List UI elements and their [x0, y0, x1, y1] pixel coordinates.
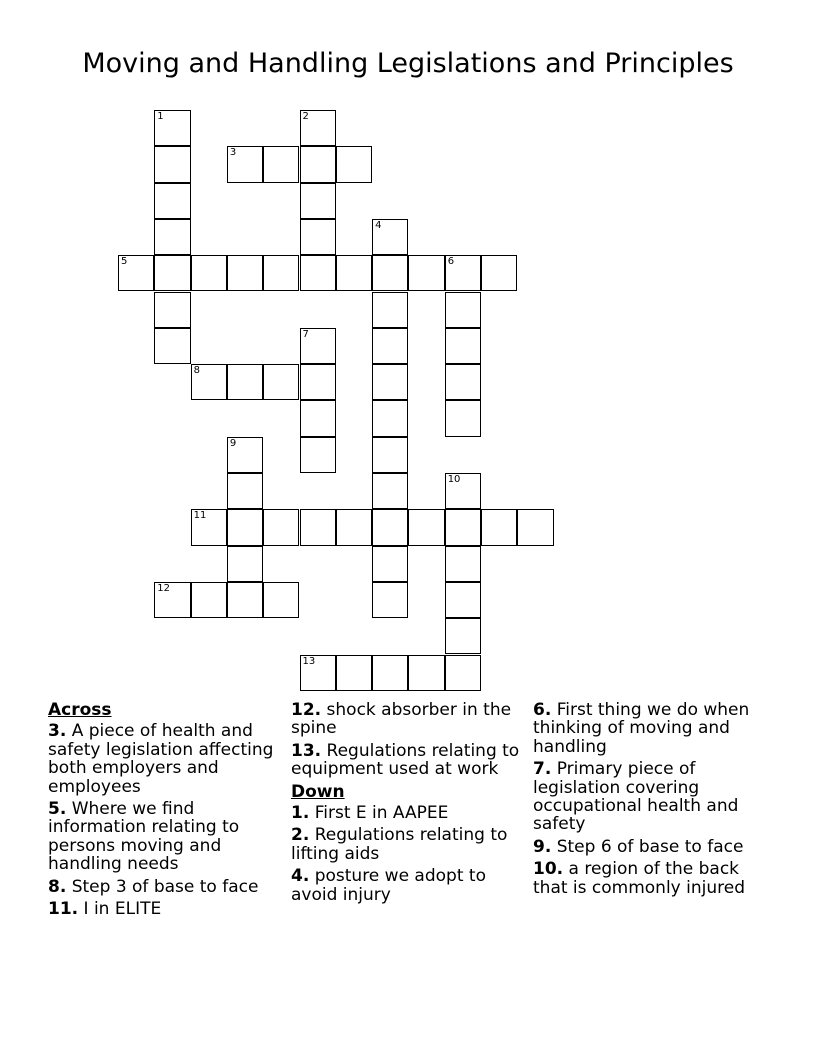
crossword-cell[interactable]	[263, 364, 299, 400]
crossword-cell[interactable]	[300, 364, 336, 400]
crossword-cell[interactable]	[300, 110, 336, 146]
clue-number: 7	[302, 328, 309, 340]
crossword-cell[interactable]	[481, 255, 517, 291]
crossword-cell[interactable]	[372, 437, 408, 473]
crossword-cell[interactable]	[445, 546, 481, 582]
crossword-cell[interactable]	[408, 509, 444, 545]
crossword-cell[interactable]	[118, 255, 154, 291]
clue-number: 8	[193, 365, 200, 377]
crossword-cell[interactable]	[445, 509, 481, 545]
crossword-cell[interactable]	[191, 509, 227, 545]
crossword-cell[interactable]	[372, 255, 408, 291]
clue-number: 9	[229, 437, 237, 449]
crossword-cell[interactable]	[154, 255, 190, 291]
down-clue-4: 4. posture we adopt to avoid injury	[291, 866, 486, 905]
clue-column-3	[533, 701, 771, 901]
crossword-cell[interactable]	[372, 582, 408, 618]
crossword-cell[interactable]	[372, 292, 408, 328]
down-clue-6: 6. First thing we do when thinking of moving and handling	[533, 700, 750, 757]
crossword-cell[interactable]	[154, 328, 190, 364]
crossword-cell[interactable]	[154, 292, 190, 328]
clue-number: 2	[302, 111, 309, 122]
crossword-cell[interactable]	[372, 546, 408, 582]
clue-number: 3	[229, 147, 237, 159]
clue-number: 6	[447, 256, 455, 268]
across-clue-5: 5. Where we find information relating to persons moving and handling needs	[48, 799, 240, 875]
across-clue-11: 11. I in ELITE	[48, 899, 162, 920]
crossword-cell[interactable]	[372, 219, 408, 255]
crossword-cell[interactable]	[227, 473, 263, 509]
crossword-cell[interactable]	[445, 292, 481, 328]
clue-column-1	[48, 701, 286, 922]
crossword-cell[interactable]	[336, 655, 372, 691]
down-clue-9: 9. Step 6 of base to face	[533, 836, 744, 857]
crossword-cell[interactable]	[408, 255, 444, 291]
crossword-cell[interactable]	[336, 509, 372, 545]
crossword-cell[interactable]	[191, 364, 227, 400]
clue-number: 5	[121, 256, 128, 268]
crossword-cell[interactable]	[372, 328, 408, 364]
across-clue-13: 13. Regulations relating to equipment used at work	[291, 740, 520, 780]
crossword-cell[interactable]	[154, 110, 190, 146]
clue-number: 13	[302, 655, 316, 667]
clue-number: 12	[157, 582, 171, 594]
crossword-cell[interactable]	[300, 146, 336, 182]
crossword-cell[interactable]	[445, 364, 481, 400]
crossword-cell[interactable]	[372, 473, 408, 509]
clue-number: 4	[375, 219, 382, 231]
crossword-cell[interactable]	[300, 437, 336, 473]
crossword-cell[interactable]	[517, 509, 553, 545]
across-clue-3: 3. A piece of health and safety legislation affecting both employers and employees	[48, 721, 274, 797]
crossword-cell[interactable]	[372, 509, 408, 545]
crossword-cell[interactable]	[445, 328, 481, 364]
crossword-cell[interactable]	[263, 509, 299, 545]
across-clue-8: 8. Step 3 of base to face	[48, 876, 259, 897]
crossword-cell[interactable]	[263, 146, 299, 182]
crossword-cell[interactable]	[445, 655, 481, 691]
crossword-cell[interactable]	[154, 219, 190, 255]
crossword-cell[interactable]	[263, 255, 299, 291]
clue-number: 10	[447, 474, 461, 485]
crossword-cell[interactable]	[300, 219, 336, 255]
crossword-cell[interactable]	[154, 183, 190, 219]
crossword-cell[interactable]	[445, 582, 481, 618]
crossword-cell[interactable]	[336, 255, 372, 291]
across-heading: Across	[48, 700, 112, 720]
down-clue-7: 7. Primary piece of legislation covering occupational health and safety	[533, 759, 739, 835]
down-clue-2: 2. Regulations relating to lifting aids	[291, 825, 508, 864]
crossword-cell[interactable]	[227, 546, 263, 582]
crossword-cell[interactable]	[445, 618, 481, 654]
clue-column-2	[291, 701, 529, 908]
down-clue-1: 1. First E in AAPEE	[291, 803, 449, 824]
crossword-cell[interactable]	[300, 183, 336, 219]
crossword-cell[interactable]	[154, 582, 190, 618]
crossword-cell[interactable]	[445, 400, 481, 436]
down-heading: Down	[291, 781, 345, 802]
crossword-cell[interactable]	[227, 437, 263, 473]
crossword-cell[interactable]	[300, 255, 336, 291]
crossword-cell[interactable]	[300, 655, 336, 691]
across-clue-12: 12. shock absorber in the spine	[291, 700, 512, 739]
crossword-cell[interactable]	[263, 582, 299, 618]
crossword-cell[interactable]	[227, 509, 263, 545]
crossword-cell[interactable]	[227, 146, 263, 182]
crossword-cell[interactable]	[372, 400, 408, 436]
crossword-cell[interactable]	[191, 255, 227, 291]
crossword-cell[interactable]	[445, 255, 481, 291]
down-clue-10: 10. a region of the back that is commonly injured	[533, 859, 746, 898]
crossword-cell[interactable]	[372, 364, 408, 400]
crossword-cell[interactable]	[445, 473, 481, 509]
crossword-cell[interactable]	[191, 582, 227, 618]
clue-number: 1	[157, 111, 164, 122]
crossword-cell[interactable]	[227, 582, 263, 618]
crossword-cell[interactable]	[372, 655, 408, 691]
page-title: Moving and Handling Legislations and Principles	[82, 48, 734, 79]
crossword-cell[interactable]	[300, 328, 336, 364]
clue-number: 11	[193, 510, 207, 522]
crossword-cell[interactable]	[227, 255, 263, 291]
crossword-cell[interactable]	[227, 364, 263, 400]
crossword-cell[interactable]	[336, 146, 372, 182]
crossword-cell[interactable]	[300, 400, 336, 436]
crossword-cell[interactable]	[408, 655, 444, 691]
crossword-cell[interactable]	[154, 146, 190, 182]
crossword-cell[interactable]	[481, 509, 517, 545]
crossword-cell[interactable]	[300, 509, 336, 545]
